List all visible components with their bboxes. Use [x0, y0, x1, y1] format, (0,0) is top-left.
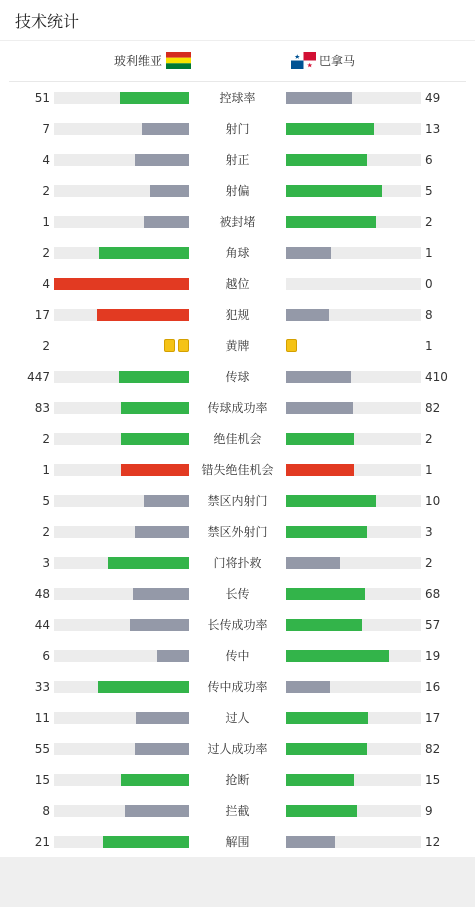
away-value: 15	[425, 773, 441, 787]
away-yellow-cards	[286, 339, 297, 352]
home-bar-track	[54, 185, 189, 197]
home-value: 55	[34, 742, 50, 756]
away-team-name: 巴拿马	[319, 54, 356, 68]
home-bar-track	[54, 247, 189, 259]
away-value: 1	[425, 339, 433, 353]
home-value: 447	[27, 370, 50, 384]
home-bar-fill	[136, 712, 189, 724]
away-value: 82	[425, 401, 441, 415]
home-bar-track	[54, 92, 189, 104]
away-bar-track	[286, 92, 421, 104]
away-bar-track	[286, 836, 421, 848]
stat-label: 传中成功率	[207, 680, 268, 694]
home-bar-fill	[150, 185, 189, 197]
home-bar-fill	[157, 650, 189, 662]
away-bar-fill	[286, 371, 351, 383]
home-bar-track	[54, 650, 189, 662]
home-value: 44	[34, 618, 50, 632]
stat-label: 越位	[225, 277, 250, 291]
stat-row	[0, 832, 475, 852]
home-bar-fill	[99, 247, 189, 259]
away-bar-fill	[286, 805, 357, 817]
away-bar-track	[286, 433, 421, 445]
away-bar-fill	[286, 154, 367, 166]
stat-label: 禁区外射门	[207, 525, 268, 539]
home-value: 83	[34, 401, 50, 415]
teams-row	[9, 41, 466, 82]
stat-row	[0, 181, 475, 201]
stat-label: 绝佳机会	[213, 432, 262, 446]
stat-row	[0, 305, 475, 325]
stat-row	[0, 243, 475, 263]
away-value: 1	[425, 246, 433, 260]
home-bar-fill	[98, 681, 189, 693]
home-bar-fill	[121, 433, 189, 445]
home-bar-fill	[144, 216, 189, 228]
away-bar-track	[286, 743, 421, 755]
stat-row	[0, 677, 475, 697]
home-bar-fill	[103, 836, 189, 848]
stat-label: 过人	[225, 711, 250, 725]
home-bar-track	[54, 588, 189, 600]
stat-label: 解围	[225, 835, 250, 849]
home-value: 2	[42, 339, 50, 353]
home-value: 2	[42, 246, 50, 260]
home-bar-fill	[142, 123, 189, 135]
home-bar-track	[54, 216, 189, 228]
away-value: 57	[425, 618, 441, 632]
home-value: 5	[42, 494, 50, 508]
home-bar-track	[54, 836, 189, 848]
home-bar-fill	[121, 774, 189, 786]
bolivia-flag-icon	[166, 52, 191, 69]
away-bar-track	[286, 154, 421, 166]
away-team	[291, 52, 355, 69]
away-value: 49	[425, 91, 441, 105]
home-bar-fill	[120, 92, 189, 104]
home-value: 4	[42, 153, 50, 167]
away-bar-track	[286, 495, 421, 507]
away-value: 82	[425, 742, 441, 756]
stat-label: 黄牌	[225, 339, 250, 353]
away-value: 13	[425, 122, 441, 136]
away-bar-fill	[286, 681, 330, 693]
home-bar-track	[54, 433, 189, 445]
stat-row	[0, 460, 475, 480]
stat-label: 射偏	[225, 184, 250, 198]
stat-row	[0, 88, 475, 108]
home-bar-track	[54, 123, 189, 135]
away-bar-fill	[286, 619, 362, 631]
stat-row	[0, 708, 475, 728]
home-bar-track	[54, 743, 189, 755]
stat-row	[0, 367, 475, 387]
away-bar-fill	[286, 836, 335, 848]
home-bar-fill	[135, 526, 189, 538]
away-bar-track	[286, 774, 421, 786]
home-bar-track	[54, 495, 189, 507]
home-value: 2	[42, 525, 50, 539]
home-team-name: 玻利维亚	[113, 54, 162, 68]
away-bar-track	[286, 464, 421, 476]
away-bar-fill	[286, 247, 331, 259]
stat-row	[0, 553, 475, 573]
away-bar-track	[286, 526, 421, 538]
stat-row	[0, 119, 475, 139]
home-value: 51	[34, 91, 50, 105]
stat-label: 门将扑救	[213, 556, 262, 570]
stat-label: 错失绝佳机会	[201, 463, 274, 477]
home-bar-fill	[144, 495, 189, 507]
away-bar-fill	[286, 743, 367, 755]
stat-row	[0, 739, 475, 759]
away-value: 410	[425, 370, 448, 384]
home-bar-fill	[133, 588, 189, 600]
stat-row	[0, 584, 475, 604]
away-bar-track	[286, 371, 421, 383]
home-bar-track	[54, 526, 189, 538]
home-value: 1	[42, 215, 50, 229]
home-bar-track	[54, 402, 189, 414]
home-value: 11	[34, 711, 50, 725]
stat-label: 长传成功率	[207, 618, 268, 632]
home-value: 15	[34, 773, 50, 787]
stat-row	[0, 398, 475, 418]
away-value: 9	[425, 804, 433, 818]
home-bar-fill	[108, 557, 189, 569]
away-bar-fill	[286, 185, 382, 197]
away-bar-track	[286, 216, 421, 228]
away-bar-fill	[286, 216, 376, 228]
home-bar-track	[54, 371, 189, 383]
stat-label: 传中	[225, 649, 250, 663]
home-bar-track	[54, 774, 189, 786]
home-value: 21	[34, 835, 50, 849]
home-bar-track	[54, 464, 189, 476]
home-bar-track	[54, 712, 189, 724]
home-yellow-cards	[164, 339, 189, 352]
stat-row	[0, 212, 475, 232]
away-value: 0	[425, 277, 433, 291]
home-bar-track	[54, 805, 189, 817]
away-bar-fill	[286, 495, 376, 507]
away-bar-track	[286, 712, 421, 724]
away-bar-fill	[286, 433, 354, 445]
home-value: 3	[42, 556, 50, 570]
stat-label: 被封堵	[219, 215, 256, 229]
away-value: 16	[425, 680, 441, 694]
stat-label: 拦截	[225, 804, 250, 818]
away-bar-fill	[286, 774, 354, 786]
stat-row	[0, 646, 475, 666]
away-bar-track	[286, 402, 421, 414]
away-bar-fill	[286, 526, 367, 538]
away-value: 2	[425, 556, 433, 570]
stat-label: 犯规	[225, 308, 250, 322]
away-bar-fill	[286, 588, 365, 600]
away-value: 10	[425, 494, 441, 508]
home-bar-fill	[135, 154, 189, 166]
home-value: 2	[42, 184, 50, 198]
home-bar-fill	[130, 619, 189, 631]
away-bar-fill	[286, 123, 374, 135]
stat-label: 传球成功率	[207, 401, 268, 415]
away-value: 12	[425, 835, 441, 849]
home-bar-fill	[125, 805, 189, 817]
away-value: 5	[425, 184, 433, 198]
stat-row	[0, 801, 475, 821]
stat-label: 传球	[225, 370, 250, 384]
away-bar-track	[286, 650, 421, 662]
home-bar-track	[54, 278, 189, 290]
away-value: 17	[425, 711, 441, 725]
stat-row	[0, 150, 475, 170]
home-bar-track	[54, 557, 189, 569]
away-bar-track	[286, 278, 421, 290]
home-bar-fill	[121, 464, 189, 476]
home-value: 4	[42, 277, 50, 291]
away-bar-track	[286, 247, 421, 259]
away-value: 3	[425, 525, 433, 539]
home-value: 2	[42, 432, 50, 446]
home-bar-track	[54, 309, 189, 321]
away-bar-fill	[286, 464, 354, 476]
stat-row	[0, 336, 475, 356]
stat-label: 过人成功率	[207, 742, 268, 756]
home-value: 1	[42, 463, 50, 477]
home-bar-fill	[54, 278, 189, 290]
page-title: 技术统计	[15, 11, 80, 31]
panama-flag-icon	[291, 52, 316, 69]
home-value: 7	[42, 122, 50, 136]
yellow-card-icon	[178, 339, 189, 352]
stat-label: 角球	[225, 246, 250, 260]
home-team	[114, 52, 191, 69]
stat-label: 控球率	[219, 91, 256, 105]
home-bar-fill	[135, 743, 189, 755]
away-value: 8	[425, 308, 433, 322]
stat-row	[0, 491, 475, 511]
home-value: 6	[42, 649, 50, 663]
away-bar-track	[286, 123, 421, 135]
away-value: 6	[425, 153, 433, 167]
stat-label: 射正	[225, 153, 250, 167]
away-bar-track	[286, 681, 421, 693]
away-bar-fill	[286, 402, 353, 414]
stat-label: 禁区内射门	[207, 494, 268, 508]
away-value: 19	[425, 649, 441, 663]
home-value: 48	[34, 587, 50, 601]
stat-label: 长传	[225, 587, 250, 601]
home-value: 17	[34, 308, 50, 322]
home-value: 33	[34, 680, 50, 694]
away-value: 68	[425, 587, 441, 601]
away-bar-fill	[286, 309, 329, 321]
stat-row	[0, 770, 475, 790]
away-bar-track	[286, 185, 421, 197]
home-value: 8	[42, 804, 50, 818]
home-bar-fill	[97, 309, 189, 321]
yellow-card-icon	[286, 339, 297, 352]
home-bar-fill	[121, 402, 189, 414]
away-bar-fill	[286, 92, 352, 104]
away-bar-track	[286, 309, 421, 321]
stat-row	[0, 274, 475, 294]
stats-header	[0, 0, 475, 41]
away-bar-track	[286, 619, 421, 631]
away-value: 2	[425, 215, 433, 229]
stat-label: 射门	[225, 122, 250, 136]
stat-row	[0, 522, 475, 542]
stat-label: 抢断	[225, 773, 250, 787]
home-bar-track	[54, 619, 189, 631]
away-bar-fill	[286, 557, 340, 569]
away-value: 2	[425, 432, 433, 446]
away-bar-fill	[286, 712, 368, 724]
away-bar-track	[286, 588, 421, 600]
stat-row	[0, 615, 475, 635]
away-bar-fill	[286, 650, 389, 662]
stat-row	[0, 429, 475, 449]
home-bar-fill	[119, 371, 189, 383]
yellow-card-icon	[164, 339, 175, 352]
home-bar-track	[54, 681, 189, 693]
away-bar-track	[286, 557, 421, 569]
home-bar-track	[54, 154, 189, 166]
away-bar-track	[286, 805, 421, 817]
away-value: 1	[425, 463, 433, 477]
